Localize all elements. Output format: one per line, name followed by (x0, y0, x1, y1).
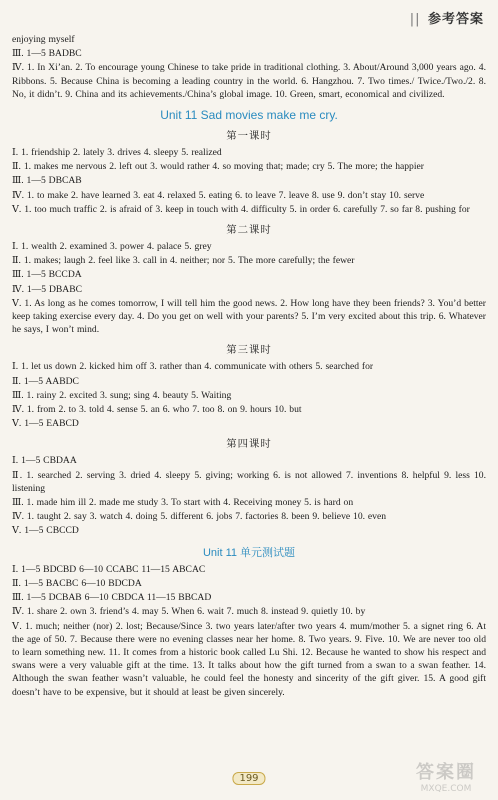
header-bars: || (409, 12, 421, 27)
answer-line: Ⅴ. 1—5 CBCCD (12, 525, 79, 537)
lesson-title: 第四课时 (226, 438, 272, 451)
answer-line: Ⅰ. 1. friendship 2. lately 3. drives 4. sleepy 5. realized (12, 147, 222, 159)
answer-line: Ⅴ. 1. As long as he comes tomorrow, I will tell him the good news. 2. How long have they been friends? 3. You’d better keep taking exercise every day. 4. Do you get on well with your parents? 5. I’m very excited about this trip. 6. Whatever he says, I won’t mind. (12, 297, 486, 336)
answer-line: Ⅱ. 1—5 BACBC 6—10 BDCDA (12, 577, 142, 589)
watermark-logo: 答案圈 (416, 762, 476, 783)
answer-line: Ⅱ. 1. searched 2. serving 3. dried 4. sleepy 5. giving; working 6. is not allowed 7. inventions 8. helpful 9. less 10. listening (12, 469, 486, 494)
lesson-title: 第三课时 (226, 344, 272, 357)
answer-line: Ⅱ. 1—5 AABDC (12, 375, 79, 387)
answer-line: Ⅴ. 1—5 EABCD (12, 418, 79, 430)
header-title: 参考答案 (427, 12, 484, 27)
header-tab (410, 8, 484, 27)
answer-line: Ⅳ. 1. to make 2. have learned 3. eat 4. relaxed 5. eating 6. to leave 7. leave 8. use 9. don’t stay 10. serve (12, 189, 425, 201)
answer-line: enjoying myself (12, 34, 75, 45)
answer-line: Ⅰ. 1—5 BDCBD 6—10 CCABC 11—15 ABCAC (12, 563, 206, 575)
answer-line: Ⅱ. 1. makes; laugh 2. feel like 3. call in 4. neither; nor 5. The more carefully; the fewer (12, 255, 355, 267)
answer-line: Ⅳ. 1—5 DBABC (12, 283, 83, 295)
answer-line: Ⅳ. 1. from 2. to 3. told 4. sense 5. an 6. who 7. too 8. on 9. hours 10. but (12, 404, 302, 416)
answer-line: Ⅲ. 1—5 DCBAB 6—10 CBDCA 11—15 BBCAD (12, 592, 212, 604)
answer-line: Ⅰ. 1—5 CBDAA (12, 455, 77, 467)
watermark-site: MXQE.COM (420, 784, 472, 794)
answer-line: Ⅴ. 1. much; neither (nor) 2. lost; Because/Since 3. two years later/after two years 4. mum/mother 5. a signet ring 6. At the age of 50. 7. Because there were no evening classes near her home. 8. Two years. 9. Five. 10. We are never too old to learn something new. 11. It comes from a historic book called Lu Shi. 12. Because he wanted to show his respect and swans were a very valuable gift at the time. 13. It talks about how the gift turned from a swan to a swan feather. 14. Although the swan feather wasn’t valuable, he could feel the honesty and sincerity of the gift giver. 15. A good gift doesn’t have to be expensive, but it should at least be given sincerely. (12, 620, 486, 698)
answer-line: Ⅳ. 1. share 2. own 3. friend’s 4. may 5. When 6. wait 7. much 8. instead 9. quietly 10. by (12, 606, 366, 618)
answer-line: Ⅲ. 1. rainy 2. excited 3. sung; sing 4. beauty 5. Waiting (12, 389, 232, 401)
answer-line: Ⅳ. 1. taught 2. say 3. watch 4. doing 5. different 6. jobs 7. factories 8. been 9. believe 10. even (12, 511, 387, 523)
answer-line: Ⅲ. 1. made him ill 2. made me study 3. To start with 4. Receiving money 5. is hard on (12, 497, 354, 509)
answer-line: Ⅰ. 1. let us down 2. kicked him off 3. rather than 4. communicate with others 5. searched for (12, 361, 374, 373)
lesson-title: 第一课时 (226, 130, 272, 143)
lesson-title: 第二课时 (226, 224, 272, 237)
page-number: 199 (232, 772, 265, 785)
answer-page (12, 33, 486, 700)
answer-line: Ⅳ. 1. In Xi’an. 2. To encourage young Chinese to take pride in traditional clothing. 3. About/Around 3,000 years ago. 4. Ribbons. 5. Because China is becoming a leading country in the world. 6. Hangzhou. 7. Two times./ Twice./Two./2. 8. No, it didn’t. 9. China and its achievements./China’s global image. 10. Green, smart, economical and civilized. (12, 62, 486, 100)
watermark (402, 758, 490, 794)
unit-title: Unit 11 Sad movies make me cry. (160, 108, 338, 123)
answer-line: Ⅱ. 1. makes me nervous 2. left out 3. would rather 4. so moving that; made; cry 5. The more; the happier (12, 161, 424, 173)
unit-test-title: Unit 11 单元测试题 (202, 546, 296, 559)
answer-line: Ⅲ. 1—5 BCCDA (12, 269, 82, 281)
answer-line: Ⅲ. 1—5 DBCAB (12, 175, 82, 187)
answer-line: Ⅰ. 1. wealth 2. examined 3. power 4. palace 5. grey (12, 241, 212, 253)
answer-line: Ⅲ. 1—5 BADBC (12, 48, 82, 60)
answer-line: Ⅴ. 1. too much traffic 2. is afraid of 3. keep in touch with 4. difficulty 5. in order 6. carefully 7. so far 8. pushing for (12, 203, 470, 215)
